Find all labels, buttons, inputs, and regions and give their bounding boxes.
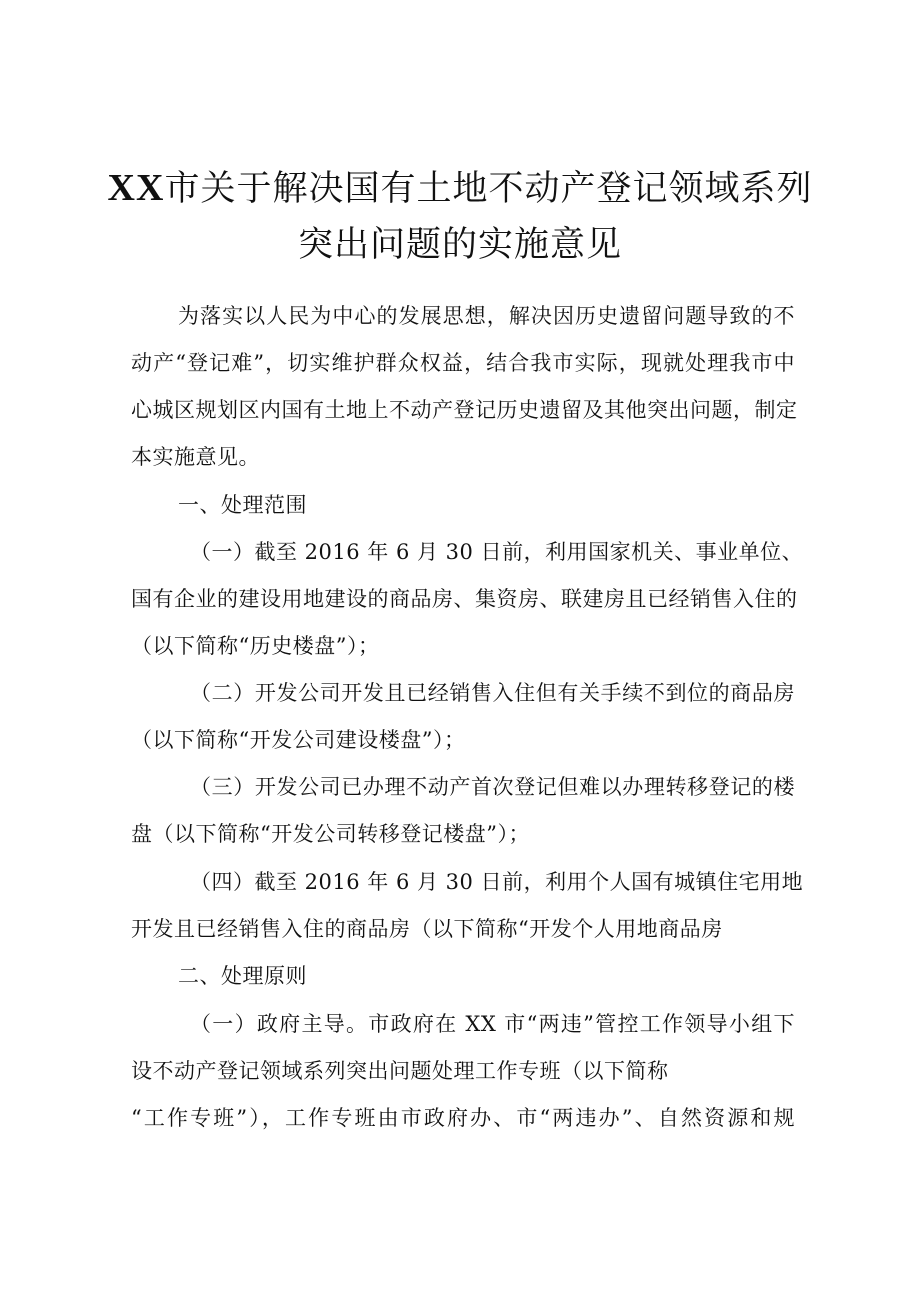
section-1-item-1-line-1: （一）截至 2016 年 6 月 30 日前，利用国家机关、事业单位、 — [190, 540, 804, 564]
section-2-item-1-line-3: “工作专班”），工作专班由市政府办、市“两违办”、自然资源和规 — [131, 1106, 795, 1130]
section-1-heading: 一、处理范围 — [178, 493, 307, 517]
document-title-line-2: 突出问题的实施意见 — [297, 225, 622, 265]
section-1-item-4-line-2: 开发且已经销售入住的商品房（以下简称“开发个人用地商品房 — [131, 917, 723, 941]
intro-line-4: 本实施意见。 — [131, 445, 260, 469]
intro-line-2: 动产“登记难”，切实维护群众权益，结合我市实际，现就处理我市中 — [131, 351, 795, 375]
intro-line-1: 为落实以人民为中心的发展思想，解决因历史遗留问题导致的不 — [178, 304, 795, 328]
section-2-item-1-line-1: （一）政府主导。市政府在 XX 市“两违”管控工作领导小组下 — [190, 1012, 795, 1036]
section-1-item-3-line-2: 盘（以下简称“开发公司转移登记楼盘”）； — [131, 822, 530, 846]
section-1-item-2-line-1: （二）开发公司开发且已经销售入住但有关手续不到位的商品房 — [190, 681, 795, 705]
title-prefix: XX — [107, 167, 165, 209]
title-line-1-text: 市关于解决国有土地不动产登记领域系列 — [164, 169, 813, 209]
intro-line-3: 心城区规划区内国有土地上不动产登记历史遗留及其他突出问题，制定 — [131, 398, 798, 422]
section-1-item-1-line-2: 国有企业的建设用地建设的商品房、集资房、联建房且已经销售入住的 — [131, 587, 798, 611]
section-2-heading: 二、处理原则 — [178, 964, 307, 988]
section-1-item-3-line-1: （三）开发公司已办理不动产首次登记但难以办理转移登记的楼 — [190, 775, 795, 799]
section-1-item-4-line-1: （四）截至 2016 年 6 月 30 日前，利用个人国有城镇住宅用地 — [190, 870, 804, 894]
section-1-item-2-line-2: （以下简称“开发公司建设楼盘”）； — [131, 728, 466, 752]
section-1-item-1-line-3: （以下简称“历史楼盘”）； — [131, 634, 380, 658]
section-2-item-1-line-2: 设不动产登记领域系列突出问题处理工作专班（以下简称 — [131, 1059, 669, 1083]
document-title-line-1 — [100, 168, 820, 209]
